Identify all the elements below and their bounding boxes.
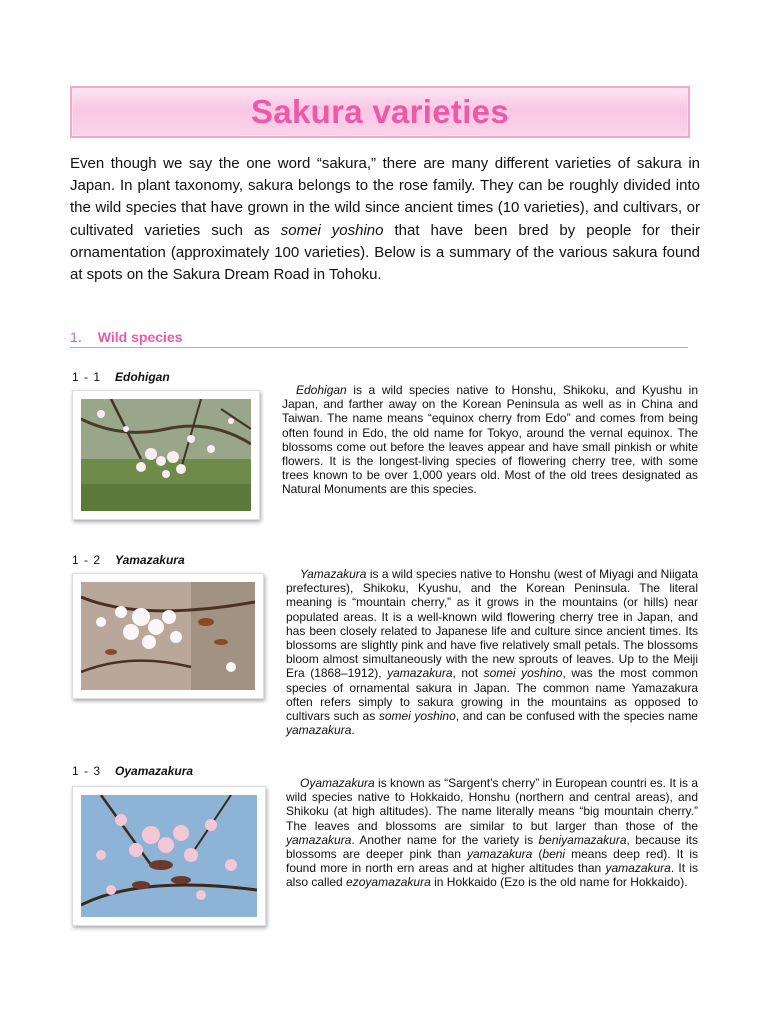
desc-emphasis: yamazakura: [605, 861, 671, 876]
desc-emphasis: beniyamazakura: [538, 832, 627, 847]
oyamazakura-description: [286, 776, 698, 890]
desc-text: . Another name for the variety is: [351, 832, 539, 847]
desc-emphasis: yamazakura: [286, 723, 352, 738]
desc-emphasis: Yamazakura: [300, 567, 367, 581]
section-heading-wild-species: [70, 327, 688, 348]
section-number: 1．: [70, 329, 92, 345]
desc-text: , was the most common species of ornamental sakura in Japan. The common name Yamazakura often refers simply to sakura growing in the mountains as opposed to cultivars such as: [286, 666, 698, 724]
edohigan-photo: [72, 390, 260, 520]
desc-emphasis: somei yoshino: [378, 709, 456, 724]
desc-emphasis: Oyamazakura: [300, 776, 375, 790]
desc-emphasis: somei yoshino: [483, 666, 563, 681]
item-number: 1 - 1: [72, 370, 102, 384]
oyamazakura-photo: [72, 786, 266, 926]
desc-emphasis: beni: [542, 847, 566, 862]
desc-emphasis: yamazakura: [387, 666, 453, 681]
item-name: Yamazakura: [115, 553, 185, 567]
desc-text: , because its blossoms are deeper pink than: [286, 832, 698, 862]
intro-text-2: that have been bred by people for their ornamentation (approximately 100 varieties). Below is a summary of the various sakura found at spots on the Sakura Dream Road in Tohoku.: [70, 221, 700, 284]
desc-text: . It is also called: [286, 861, 698, 890]
item-heading-oyamazakura: [72, 764, 193, 778]
desc-text: , not: [452, 666, 484, 681]
intro-emphasis: somei yoshino: [280, 221, 384, 239]
desc-emphasis: yamazakura: [286, 832, 352, 847]
desc-emphasis: ezoyamazakura: [346, 875, 431, 890]
desc-text: is a wild species native to Honshu, Shikoku, and Kyushu in Japan, and farther away on the Korean Peninsula as well as in China and Taiwan. The name means “equinox cherry from Edo” and comes from being often found in Edo, the old name for Tokyo, around the vernal equinox. The blossoms come out before the leaves appear and have small pinkish or white flowers. It is the longest-living species of flowering cherry tree, with some trees known to be over 1,000 years old. Most of the old trees designated as Natural Monuments are this species.: [282, 383, 698, 497]
edohigan-description: [282, 383, 698, 497]
desc-text: is a wild species native to Honshu (west of Miyagi and Niigata prefectures), Shikoku, Kyushu, and the Korean Peninsula. The literal meaning is “mountain cherry,” as it grows in the mountains (or hills) near populated areas. It is a well-known wild flowering cherry tree in Japan, and has been closely related to Japanese life and culture since ancient times. Its blossoms are slightly pink and have five relatively small petals. The blossoms bloom almost simultaneously with the new sprouts of leaves. Up to the Meiji Era (1868–1912),: [286, 567, 698, 681]
item-name: Oyamazakura: [115, 764, 194, 778]
item-heading-yamazakura: [72, 553, 185, 567]
desc-text: , and can be confused with the species name: [455, 709, 698, 724]
desc-text: .: [351, 723, 355, 738]
desc-emphasis: Edohigan: [296, 383, 347, 397]
intro-text-1: Even though we say the one word “sakura,” there are many different varieties of sakura in Japan. In plant taxonomy, sakura belongs to the rose family. They can be roughly divided into the wild species that have grown in the wild since ancient times (10 varieties), and cultivars, or cultivated varieties such as: [70, 155, 700, 239]
page-title: Sakura varieties: [251, 93, 509, 130]
item-name: Edohigan: [115, 370, 170, 384]
title-banner: [70, 86, 690, 138]
desc-text: means deep red). It is found more in north ern areas and at higher altitudes than: [286, 847, 698, 876]
intro-paragraph: [70, 153, 700, 286]
desc-text: in Hokkaido (Ezo is the old name for Hokkaido).: [430, 875, 688, 890]
item-number: 1 - 2: [72, 553, 102, 567]
item-heading-edohigan: [72, 370, 170, 384]
desc-text: (: [532, 847, 543, 862]
desc-emphasis: yamazakura: [466, 847, 533, 862]
section-label: Wild species: [97, 329, 183, 345]
yamazakura-description: [286, 567, 698, 737]
item-number: 1 - 3: [72, 764, 102, 778]
yamazakura-photo: [72, 573, 264, 699]
desc-text: is known as “Sargent’s cherry” in European countri es. It is a wild species native to Hokkaido, Honshu (northern and central areas), and Shikoku (at high altitudes). The name literally means “big mountain cherry.” The leaves and blossoms are similar to but larger than those of the: [286, 776, 698, 833]
